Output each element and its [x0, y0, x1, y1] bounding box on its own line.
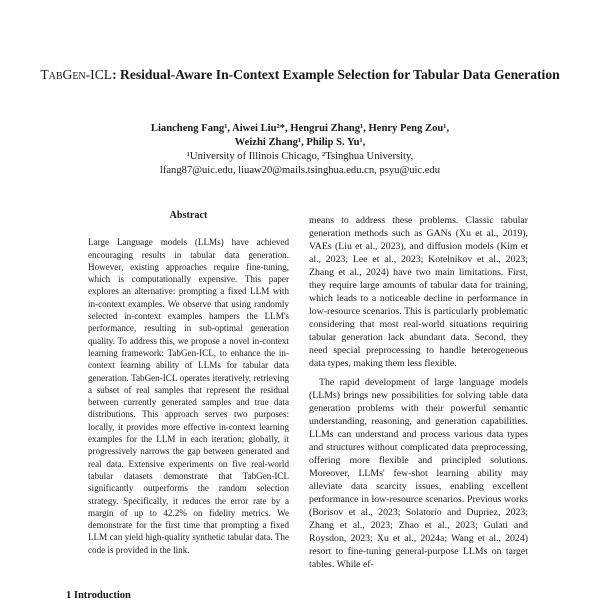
abstract-body: Large Language models (LLMs) have achieved encouraging results in tabular data generation. However, existing approaches require fine-tuning, which is computationally expensive. This paper explores an alternative: prompting a fixed LLM with in-context examples. We observe that using randomly selected in-context examples hampers the LLM's performance, resulting in sub-optimal generation quality. To address this, we propose a novel in-context learning framework: TabGen-ICL, to enhance the in-context learning ability of LLMs for tabular data generation. TabGen-ICL operates iteratively, retrieving a subset of real samples that represent the residual between currently generated samples and true data distributions. This approach serves two purposes: locally, it provides more effective in-context learning examples for the LLM in each iteration; globally, it progressively narrows the gap between generated and real data. Extensive experiments on five real-world tabular datasets demonstrate that TabGen-ICL significantly outperforms the random selection strategy. Specifically, it reduces the error rate by a margin of up to 42.2% on fidelity metrics. We demonstrate for the first time that prompting a fixed LLM can yield high-quality synthetic tabular data. The code is provided in the link.: [88, 237, 289, 555]
paper-title: [40, 66, 560, 84]
author-block: [60, 122, 540, 178]
title-rest: : Residual-Aware In-Context Example Selection for Tabular Data Generation: [112, 67, 560, 82]
intro-paragraph-1: means to address these problems. Classic tabular generation methods such as GANs (Xu et al., 2019), VAEs (Liu et al., 2023), and diffusion models (Kim et al., 2023; Lee et al., 2023; Kotelnikov et al., 2023; Zhang et al., 2024) have two main limitations. First, they require large amounts of tabular data for training, which leads to a noticeable decline in performance in low-resource scenarios. This is particularly problematic considering that most real-world situations requiring tabular generation lack abundant data. Second, they need special preprocessing to handle heterogeneous data types, making them less flexible.: [309, 215, 528, 369]
abstract-section: [88, 210, 289, 556]
intro-paragraph-2: The rapid development of large language models (LLMs) brings new possibilities for solving table data generation problems with their powerful semantic understanding, reasoning, and generation capabilities. LLMs can understand and process various data types and structures without complicated data preprocessing, offering more flexible and principled solutions. Moreover, LLMs' few-shot learning ability may alleviate data scarcity issues, enabling excellent performance in low-resource scenarios. Previous works (Borisov et al., 2023; Solatorio and Dupriez, 2023; Zhang et al., 2023; Zhao et al., 2023; Gulati and Roysdon, 2023; Xu et al., 2024a; Wang et al., 2024) resort to fine-tuning general-purpose LLMs on target tables. While ef-: [309, 377, 528, 570]
affiliations: ¹University of Illinois Chicago, ²Tsinghua University,: [186, 151, 414, 162]
right-column: [309, 214, 528, 571]
emails: lfang87@uic.edu, liuaw20@mails.tsinghua.edu.cn, psyu@uic.edu: [159, 165, 441, 176]
method-name: TabGen-ICL: [40, 67, 113, 82]
abstract-heading: Abstract: [169, 210, 208, 221]
author-names-line1: Liancheng Fang¹, Aiwei Liu²*, Hengrui Zhang¹, Henry Peng Zou¹,: [150, 123, 450, 134]
section-heading-introduction: 1 Introduction: [66, 590, 131, 601]
author-names-line2: Weizhi Zhang¹, Philip S. Yu¹,: [234, 137, 366, 148]
